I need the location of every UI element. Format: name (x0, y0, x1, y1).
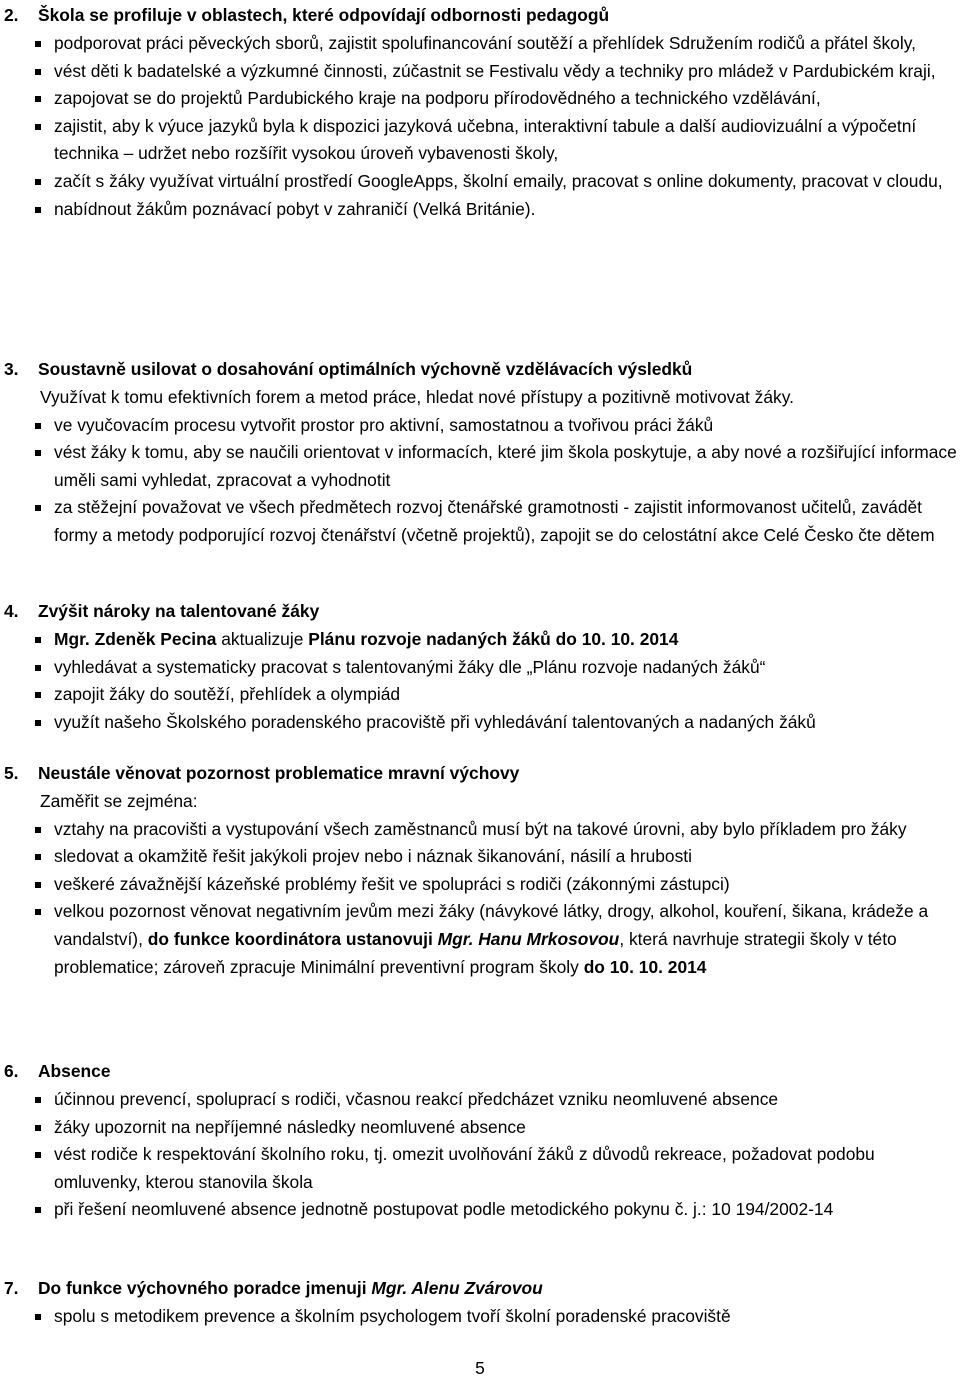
section-number: 4. (4, 601, 19, 621)
person-name: Mgr. Zdeněk Pecina (54, 629, 217, 649)
section-title: Neustále věnovat pozornost problematice mravní výchovy (38, 763, 520, 783)
square-bullet-icon (35, 692, 41, 698)
section-number: 6. (4, 1061, 19, 1081)
section-heading (0, 1058, 960, 1086)
section-title: Absence (38, 1061, 111, 1081)
square-bullet-icon (35, 41, 41, 47)
list-item: nabídnout žákům poznávací pobyt v zahraničí (Velká Británie). (0, 196, 960, 224)
square-bullet-icon (35, 720, 41, 726)
deadline: do 10. 10. 2014 (583, 956, 707, 977)
section-5 (0, 760, 960, 981)
plan-reference: Plánu rozvoje nadaných žáků do 10. 10. 2014 (308, 629, 679, 649)
page-number: 5 (475, 1358, 485, 1378)
list-item: vést děti k badatelské a výzkumné činnosti, zúčastnit se Festivalu vědy a techniky pro mládež v Pardubickém kraji, (0, 58, 960, 86)
list-item: žáky upozornit na nepříjemné následky neomluvené absence (0, 1114, 960, 1142)
bullet-list (0, 626, 960, 736)
section-heading (0, 1275, 960, 1303)
bullet-list (0, 412, 960, 550)
list-item: ve vyučovacím procesu vytvořit prostor pro aktivní, samostatnou a tvořivou práci žáků (0, 412, 960, 440)
section-number: 3. (4, 359, 19, 379)
section-heading (0, 2, 960, 30)
list-item: zajistit, aby k výuce jazyků byla k dispozici jazyková učebna, interaktivní tabule a další audiovizuální a výpočetní technika – udržet nebo rozšířit vysokou úroveň vybavenosti školy, (0, 113, 960, 168)
section-number: 2. (4, 5, 19, 25)
square-bullet-icon (35, 124, 41, 130)
square-bullet-icon (35, 1314, 41, 1320)
section-number: 5. (4, 763, 19, 783)
section-heading (0, 356, 960, 384)
counselor-name: Mgr. Alenu Zvárovou (371, 1278, 543, 1298)
section-4 (0, 598, 960, 736)
list-item: za stěžejní považovat ve všech předmětech rozvoj čtenářské gramotnosti - zajistit informovanost učitelů, zavádět formy a metody podporující rozvoj čtenářství (včetně projektů), zapojit se do celostátní akce Celé Česko čte dětem (0, 494, 960, 549)
square-bullet-icon (35, 450, 41, 456)
square-bullet-icon (35, 854, 41, 860)
list-item: vést rodiče k respektování školního roku, tj. omezit uvolňování žáků z důvodů rekreace, požadovat podobu omluvenky, kterou stanovila škola (0, 1141, 960, 1196)
list-item: zapojovat se do projektů Pardubického kraje na podporu přírodovědného a technického vzdělávání, (0, 85, 960, 113)
list-item: Mgr. Zdeněk Pecina aktualizuje Plánu rozvoje nadaných žáků do 10. 10. 2014 (0, 626, 960, 654)
section-title: Do funkce výchovného poradce jmenuji Mgr. Alenu Zvárovou (38, 1278, 543, 1298)
square-bullet-icon (35, 207, 41, 213)
list-item: vztahy na pracovišti a vystupování všech zaměstnanců musí být na takové úrovni, aby bylo příkladem pro žáky (0, 816, 960, 844)
square-bullet-icon (35, 1152, 41, 1158)
square-bullet-icon (35, 1125, 41, 1131)
section-heading (0, 598, 960, 626)
square-bullet-icon (35, 179, 41, 185)
bullet-list (0, 1303, 960, 1331)
square-bullet-icon (35, 665, 41, 671)
list-item: sledovat a okamžitě řešit jakýkoli projev nebo i náznak šikanování, násilí a hrubosti (0, 843, 960, 871)
list-item: podporovat práci pěveckých sborů, zajistit spolufinancování soutěží a přehlídek Sdružením rodičů a přátel školy, (0, 30, 960, 58)
coordinator-name: Mgr. Hanu Mrkosovou (437, 928, 620, 949)
list-item: vést žáky k tomu, aby se naučili orientovat v informacích, které jim škola poskytuje, a aby nové a rozšiřující informace uměli sami vyhledat, zpracovat a vyhodnotit (0, 439, 960, 494)
square-bullet-icon (35, 637, 41, 643)
square-bullet-icon (35, 69, 41, 75)
square-bullet-icon (35, 423, 41, 429)
list-item: vyhledávat a systematicky pracovat s talentovanými žáky dle „Plánu rozvoje nadaných žáků“ (0, 654, 960, 682)
square-bullet-icon (35, 909, 41, 915)
list-item: velkou pozornost věnovat negativním jevům mezi žáky (návykové látky, drogy, alkohol, kouření, šikana, krádeže a vandalství), do funkce koordinátora ustanovuji Mgr. Hanu Mrkosovou, která navrhuje strategii školy v této problematice; zároveň zpracuje Minimální preventivní program školy do 10. 10. 2014 (0, 898, 960, 981)
bullet-list (0, 30, 960, 223)
list-item: začít s žáky využívat virtuální prostředí GoogleApps, školní emaily, pracovat s online dokumenty, pracovat v cloudu, (0, 168, 960, 196)
list-item: využít našeho Školského poradenského pracoviště při vyhledávání talentovaných a nadaných žáků (0, 709, 960, 737)
square-bullet-icon (35, 1207, 41, 1213)
section-number: 7. (4, 1278, 19, 1298)
list-item: spolu s metodikem prevence a školním psychologem tvoří školní poradenské pracoviště (0, 1303, 960, 1331)
section-title: Škola se profiluje v oblastech, které odpovídají odbornosti pedagogů (38, 5, 610, 25)
square-bullet-icon (35, 96, 41, 102)
list-item: veškeré závažnější kázeňské problémy řešit ve spolupráci s rodiči (zákonnými zástupci) (0, 871, 960, 899)
section-title: Soustavně usilovat o dosahování optimálních výchovně vzdělávacích výsledků (38, 359, 693, 379)
bullet-list (0, 1086, 960, 1224)
square-bullet-icon (35, 505, 41, 511)
square-bullet-icon (35, 1097, 41, 1103)
section-2 (0, 2, 960, 223)
bullet-list (0, 816, 960, 982)
list-item: účinnou prevencí, spoluprací s rodiči, včasnou reakcí předcházet vzniku neomluvené absence (0, 1086, 960, 1114)
square-bullet-icon (35, 882, 41, 888)
section-title: Zvýšit nároky na talentované žáky (38, 601, 320, 621)
list-item: zapojit žáky do soutěží, přehlídek a olympiád (0, 681, 960, 709)
section-3 (0, 356, 960, 550)
list-item: při řešení neomluvené absence jednotně postupovat podle metodického pokynu č. j.: 10 194/2002-14 (0, 1196, 960, 1224)
square-bullet-icon (35, 827, 41, 833)
section-7 (0, 1275, 960, 1331)
section-6 (0, 1058, 960, 1224)
section-heading (0, 760, 960, 788)
section-intro: Využívat k tomu efektivních forem a metod práce, hledat nové přístupy a pozitivně motivovat žáky. (40, 387, 794, 407)
section-intro: Zaměřit se zejména: (40, 791, 198, 811)
